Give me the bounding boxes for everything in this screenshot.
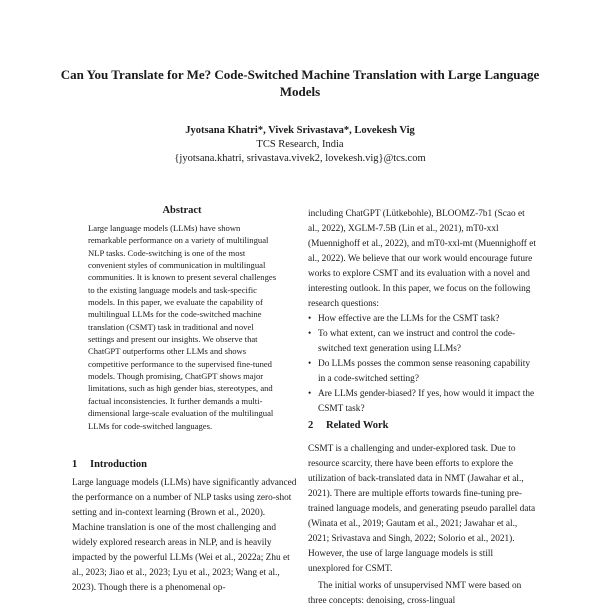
introduction-heading (72, 459, 147, 470)
research-questions (308, 312, 536, 417)
list-item: • How effective are the LLMs for the CSMT task? (308, 312, 536, 327)
author-names: Jyotsana Khatri*, Vivek Srivastava*, Lovekesh Vig (185, 125, 415, 136)
related-work-paragraph: CSMT is a challenging and under-explored task. Due to resource scarcity, there have been efforts to explore the utilization of back-translated data in NMT (Jawahar et al., 2021). There are multiple efforts towards fine-tuning pre-trained language models, and generating pseudo parallel data (Winata et al., 2019; Gautam et al., 2021; Jawahar et al., 2021; Srivastava and Singh, 2022; Solorio et al., 2021). However, the use of large language models is still unexplored for CSMT. (308, 444, 536, 574)
right-column-top (308, 207, 536, 417)
list-item: • Are LLMs gender-biased? If yes, how would it impact the CSMT task? (308, 387, 536, 417)
abstract-heading: Abstract (162, 205, 202, 216)
section-number: 1 (72, 459, 78, 470)
related-work-heading (308, 420, 389, 431)
author-block (60, 124, 540, 166)
section-title: Related Work (326, 420, 389, 431)
list-item: • Do LLMs posses the common sense reasoning capability in a code-switched setting? (308, 357, 536, 387)
section-title: Introduction (90, 459, 147, 470)
related-work-body (308, 442, 536, 609)
introduction-continued: including ChatGPT (Lütkebohle), BLOOMZ-7b1 (Scao et al., 2022), XGLM-7.5B (Lin et al., 2021), mT0-xxl (Muennighoff et al., 2022), and mT0-xxl-mt (Muennighoff et al., 2022). We believe that our work would encourage future works to explore CSMT and its evaluation with a novel and interesting outlook. In this paper, we focus on the following research questions: (308, 209, 536, 309)
affiliation: TCS Research, India (256, 139, 344, 150)
author-emails: {jyotsana.khatri, srivastava.vivek2, lovekesh.vig}@tcs.com (174, 153, 426, 164)
related-work-paragraph-2: The initial works of unsupervised NMT were based on three concepts: denoising, cross-lingual (308, 581, 522, 606)
abstract-text: Large language models (LLMs) have shown remarkable performance on a variety of multilingual NLP tasks. Code-switching is one of the most convenient styles of communication in multilingual communities. It is known to present several challenges to the existing language models and task-specific models. In this paper, we evaluate the capability of multilingual LLMs for the code-switched machine translation (CSMT) task in traditional and novel settings and present our insights. We observe that ChatGPT outperforms other LLMs and shows competitive performance to the supervised fine-tuned models. Though promising, ChatGPT shows major limitations, such as high gender bias, stereotypes, and factual inconsistencies. It further demands a multi-dimensional large-scale evaluation of the multilingual LLMs for code-switched languages. (88, 223, 277, 431)
section-number: 2 (308, 420, 314, 431)
paper-title: Can You Translate for Me? Code-Switched Machine Translation with Large Language Models (60, 67, 540, 99)
list-item: • To what extent, can we instruct and control the code-switched text generation using LLMs? (308, 327, 536, 357)
introduction-paragraph: Large language models (LLMs) have significantly advanced the performance on a number of NLP tasks using zero-shot setting and in-context learning (Brown et al., 2020). Machine translation is one of the most challenging and widely explored research areas in NLP, and is heavily impacted by the powerful LLMs (Wei et al., 2022a; Zhu et al., 2023; Jiao et al., 2023; Lyu et al., 2023; Wang et al., 2023). Though there is a phenomenal op- (72, 478, 297, 593)
